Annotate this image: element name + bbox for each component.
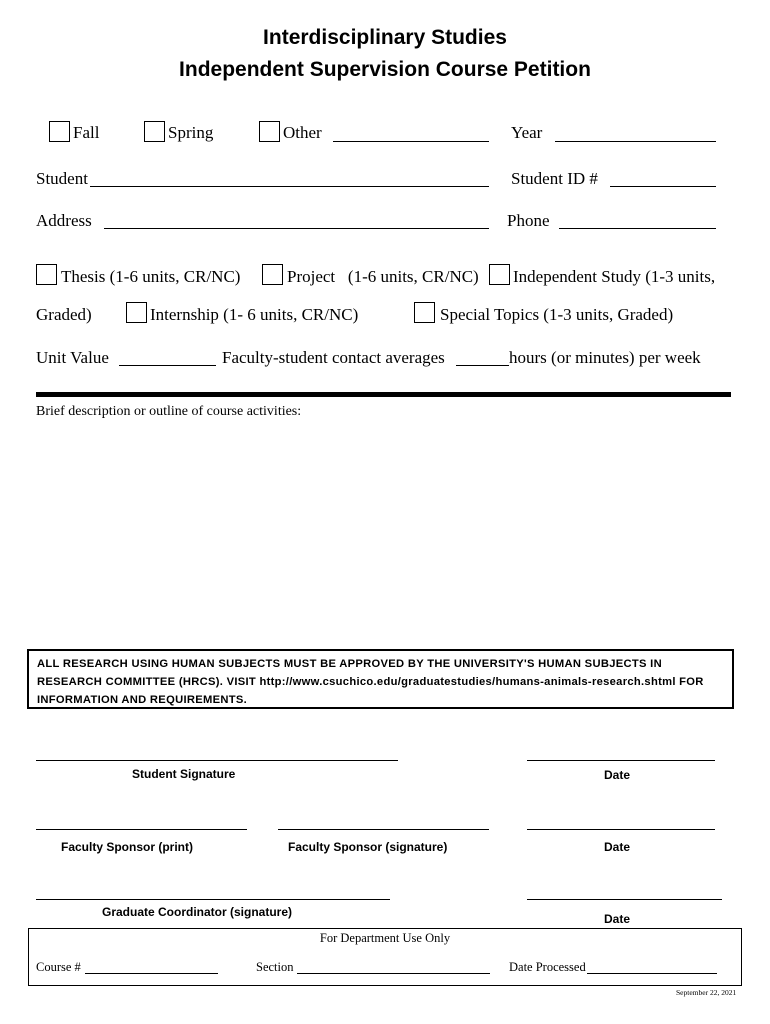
student-signature-field[interactable]	[36, 760, 398, 761]
special-topics-checkbox[interactable]	[414, 302, 435, 323]
course-number-field[interactable]	[85, 973, 218, 974]
coordinator-date-label: Date	[604, 912, 631, 926]
project-checkbox[interactable]	[262, 264, 283, 285]
department-use-heading: For Department Use Only	[319, 931, 451, 945]
coordinator-date-field[interactable]	[527, 899, 722, 900]
year-label: Year	[511, 123, 543, 142]
address-label: Address	[36, 211, 92, 230]
human-subjects-notice: ALL RESEARCH USING HUMAN SUBJECTS MUST BE APPROVED BY THE UNIVERSITY'S HUMAN SUBJECTS IN RESEARCH COMMITTEE (HRCS). VISIT http://www.csuchico.edu/graduatestudies/humans-animals-research.shtml FOR INFORMATION AND REQUIREMENTS.	[27, 649, 734, 709]
internship-label: Internship (1- 6 units, CR/NC)	[150, 305, 359, 324]
internship-checkbox[interactable]	[126, 302, 147, 323]
faculty-sponsor-signature-field[interactable]	[278, 829, 489, 830]
student-id-field[interactable]	[610, 186, 716, 187]
year-field[interactable]	[555, 141, 716, 142]
per-week-label: hours (or minutes) per week	[509, 348, 701, 367]
faculty-sponsor-signature-label: Faculty Sponsor (signature)	[288, 840, 448, 854]
faculty-date-label: Date	[604, 840, 631, 854]
department-use-box	[28, 928, 742, 986]
student-id-label: Student ID #	[511, 169, 598, 188]
section-label: Section	[256, 960, 294, 974]
description-area[interactable]	[36, 426, 731, 636]
coordinator-signature-label: Graduate Coordinator (signature)	[102, 905, 293, 919]
student-name-field[interactable]	[90, 186, 489, 187]
contact-averages-label: Faculty-student contact averages	[222, 348, 445, 367]
phone-field[interactable]	[559, 228, 716, 229]
spring-checkbox[interactable]	[144, 121, 165, 142]
date-processed-field[interactable]	[587, 973, 717, 974]
form-title-line-1: Interdisciplinary Studies	[263, 26, 507, 49]
other-term-field[interactable]	[333, 141, 489, 142]
project-label: Project (1-6 units, CR/NC)	[287, 267, 479, 286]
student-date-field[interactable]	[527, 760, 715, 761]
form-title-line-2: Independent Supervision Course Petition	[179, 58, 591, 81]
faculty-date-field[interactable]	[527, 829, 715, 830]
student-signature-label: Student Signature	[132, 767, 236, 781]
faculty-sponsor-print-label: Faculty Sponsor (print)	[61, 840, 193, 854]
phone-label: Phone	[507, 211, 550, 230]
other-label: Other	[283, 123, 322, 142]
section-divider	[36, 392, 731, 397]
student-date-label: Date	[604, 768, 631, 782]
date-processed-label: Date Processed	[509, 960, 586, 974]
revision-date: September 22, 2021	[676, 988, 737, 997]
faculty-sponsor-print-field[interactable]	[36, 829, 247, 830]
independent-study-checkbox[interactable]	[489, 264, 510, 285]
special-topics-label: Special Topics (1-3 units, Graded)	[440, 305, 674, 324]
section-field[interactable]	[297, 973, 490, 974]
graded-continuation-label: Graded)	[36, 305, 92, 324]
student-label: Student	[36, 169, 88, 188]
fall-label: Fall	[73, 123, 100, 142]
coordinator-signature-field[interactable]	[36, 899, 390, 900]
address-field[interactable]	[104, 228, 489, 229]
course-number-label: Course #	[36, 960, 81, 974]
spring-label: Spring	[168, 123, 214, 142]
fall-checkbox[interactable]	[49, 121, 70, 142]
thesis-checkbox[interactable]	[36, 264, 57, 285]
description-label: Brief description or outline of course activities:	[36, 404, 302, 419]
thesis-label: Thesis (1-6 units, CR/NC)	[61, 267, 241, 286]
contact-hours-field[interactable]	[456, 365, 509, 366]
unit-value-field[interactable]	[119, 365, 216, 366]
independent-study-label: Independent Study (1-3 units,	[513, 267, 716, 286]
unit-value-label: Unit Value	[36, 348, 109, 367]
other-checkbox[interactable]	[259, 121, 280, 142]
